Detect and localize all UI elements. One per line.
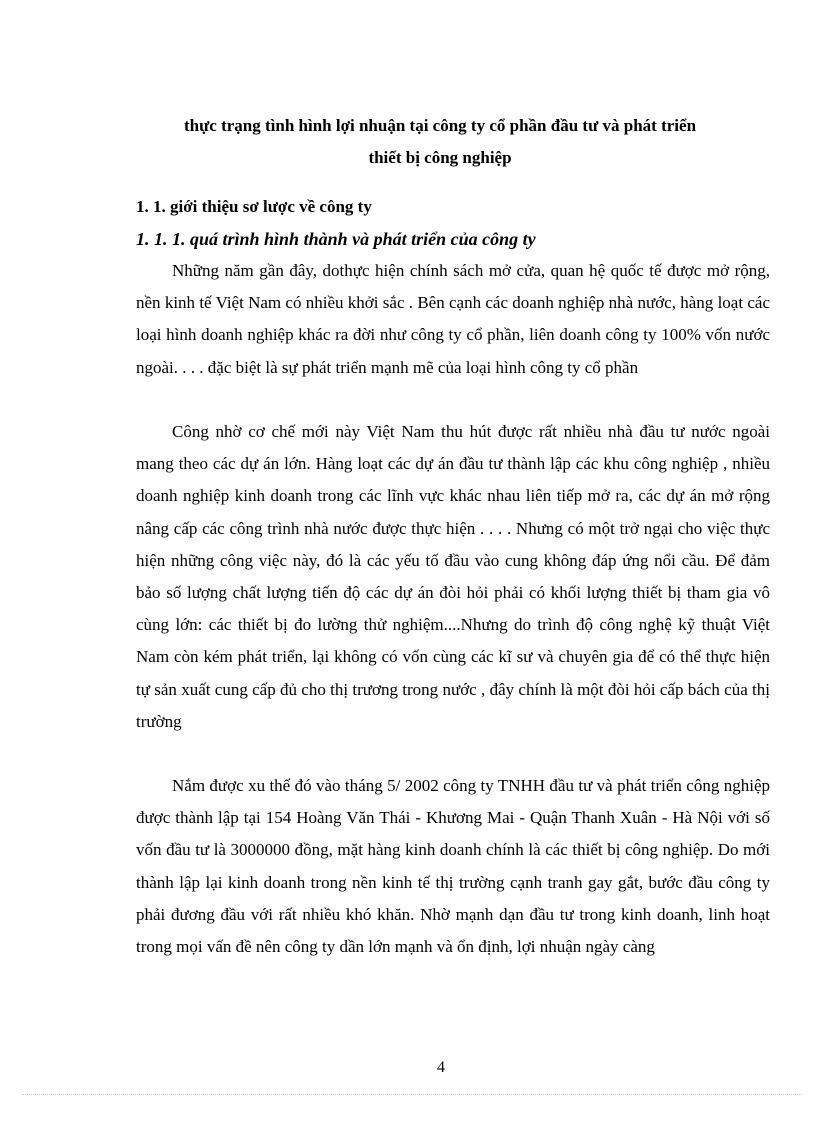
page-number: 4 xyxy=(437,1059,445,1076)
section-heading: 1. 1. giới thiệu sơ lược về công ty xyxy=(136,197,372,216)
subsection-heading: 1. 1. 1. quá trình hình thành và phát triển của công ty xyxy=(136,229,536,249)
paragraph: Công nhờ cơ chế mới này Việt Nam thu hút được rất nhiều nhà đầu tư nước ngoài mang theo các dự án lớn. Hàng loạt các dự án đầu tư thành lập các khu công nghiệp , nhiều doanh nghiệp kinh doanh trong các lĩnh vực khác nhau liên tiếp mở ra, các dự án mở rộng nâng cấp các công trình nhà nước được thực hiện . . . . Nhưng có một trở ngại cho việc thực hiện những công việc này, đó là các yếu tố đầu vào cung không đáp ứng nổi cầu. Để đảm bảo số lượng chất lượng tiến độ các dự án đòi hỏi phải có khối lượng thiết bị tham gia vô cùng lớn: các thiết bị đo lường thử nghiệm....Nhưng do trình độ công nghệ kỹ thuật Việt Nam còn kém phát triển, lại không có vốn cùng các kĩ sư và chuyên gia để có thể thực hiện tự sản xuất cung cấp đủ cho thị trương trong nước , đây chính là một đòi hỏi cấp bách của thị trường xyxy=(136,422,770,731)
footer-divider xyxy=(22,1094,802,1095)
paragraph: Nắm được xu thế đó vào tháng 5/ 2002 công ty TNHH đầu tư và phát triển công nghiệp được thành lập tại 154 Hoàng Văn Thái - Khương Mai - Quận Thanh Xuân - Hà Nội với số vốn đầu tư là 3000000 đồng, mặt hàng kinh doanh chính là các thiết bị công nghiệp. Do mới thành lập lại kinh doanh trong nền kinh tế thị trường cạnh tranh gay gắt, bước đầu công ty phải đương đầu với rất nhiều khó khăn. Nhờ mạnh dạn đầu tư trong kinh doanh, linh hoạt trong mọi vấn đề nên công ty dần lớn mạnh và ổn định, lợi nhuận ngày càng xyxy=(136,776,770,957)
paragraph: Những năm gần đây, dothực hiện chính sách mở cửa, quan hệ quốc tế được mở rộng, nền kinh tế Việt Nam có nhiều khởi sắc . Bên cạnh các doanh nghiệp nhà nước, hàng loạt các loại hình doanh nghiệp khác ra đời như công ty cổ phần, liên doanh công ty 100% vốn nước ngoài. . . . đặc biệt là sự phát triển mạnh mẽ của loại hình công ty cổ phần xyxy=(136,261,770,377)
document-title-line-2: thiết bị công nghiệp xyxy=(368,148,512,167)
document-title-line-1: thực trạng tình hình lợi nhuận tại công ty cổ phần đầu tư và phát triển xyxy=(183,116,697,135)
